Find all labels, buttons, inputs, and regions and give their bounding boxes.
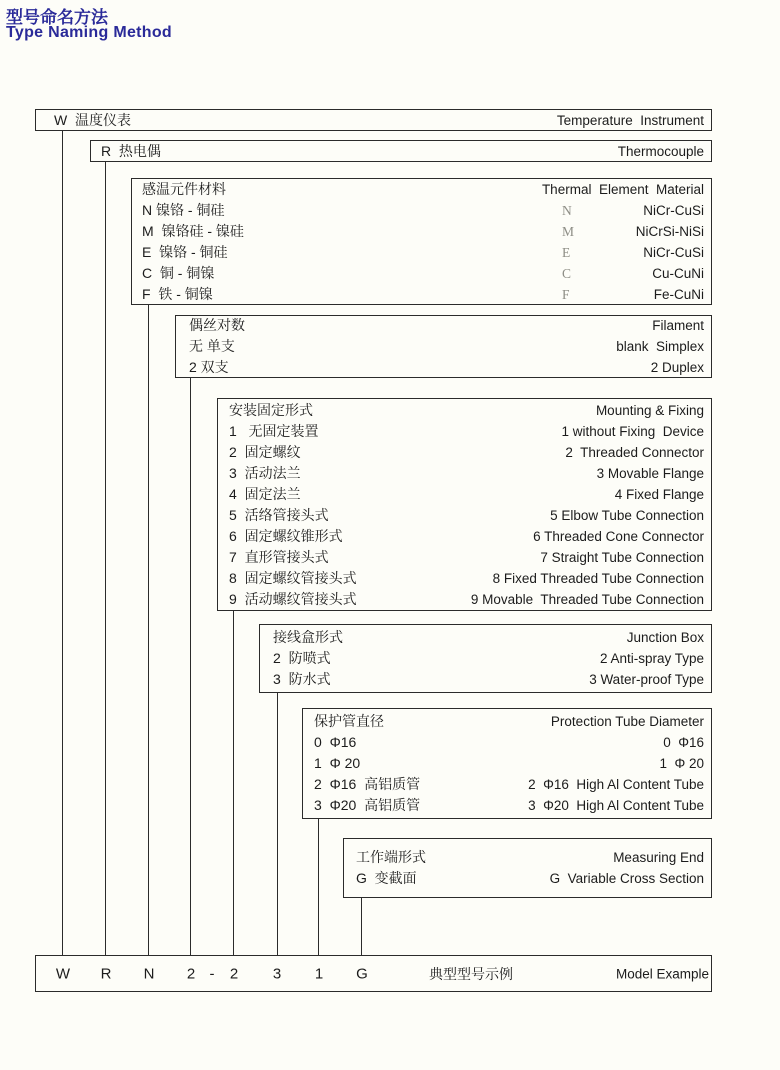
row-label-en: 2 Threaded Connector (565, 444, 704, 460)
code-char-2b: 2 (229, 965, 239, 982)
code-char-n: N (143, 965, 155, 982)
spec-row (189, 315, 711, 336)
row-label-en: 3 Φ20 High Al Content Tube (528, 798, 704, 813)
row-label-en: 2 Φ16 High Al Content Tube (528, 777, 704, 792)
row-label-zh: 偶丝对数 (189, 317, 245, 333)
row-label-zh: 0 Φ16 (314, 734, 357, 750)
spec-row (229, 589, 711, 610)
row-label-en: Thermocouple (617, 143, 704, 159)
row-label-zh: 3 Φ20 高铝质管 (314, 797, 421, 813)
row-label-zh: 2 Φ16 高铝质管 (314, 776, 421, 792)
row-label-zh: 接线盒形式 (273, 629, 343, 645)
box-thermal-element-material (131, 178, 712, 305)
row-label-en: 6 Threaded Cone Connector (533, 528, 704, 544)
row-label-en (562, 201, 704, 221)
connector-line-tube (318, 819, 319, 955)
box-mounting-fixing (217, 398, 712, 611)
row-label-en: Temperature Instrument (556, 112, 704, 128)
spec-row (229, 484, 711, 505)
row-label-en: Thermal Element Material (541, 181, 704, 197)
spec-row (314, 774, 711, 795)
row-label-zh: 7 直形管接头式 (229, 548, 329, 565)
box-temperature-instrument (35, 109, 712, 131)
code-char-2a: 2 (186, 965, 196, 982)
row-label-zh: E 镍铬 - 铜硅 (142, 243, 228, 260)
row-label-zh: N 镍铬 - 铜硅 (142, 201, 225, 218)
row-label-zh: 5 活络管接头式 (229, 506, 329, 523)
row-label-zh: 1 无固定装置 (229, 422, 319, 439)
row-label-en: 3 Water-proof Type (589, 672, 704, 687)
row-label-en: 8 Fixed Threaded Tube Connection (492, 570, 704, 586)
spec-row (229, 547, 711, 568)
row-label-zh: 2 固定螺纹 (229, 443, 301, 460)
box-filament (175, 315, 712, 378)
box-model-example (35, 955, 712, 992)
row-label-en (562, 243, 704, 263)
material-code: F (562, 286, 570, 302)
spec-row (142, 179, 711, 200)
spec-row (189, 336, 711, 357)
page-title-en: Type Naming Method (6, 24, 172, 41)
row-label-zh: 9 活动螺纹管接头式 (229, 590, 357, 607)
material-code: N (562, 202, 572, 218)
spec-row (229, 400, 711, 421)
row-label-zh: 6 固定螺纹锥形式 (229, 527, 343, 544)
connector-line-r (105, 162, 106, 955)
row-label-zh: 无 单支 (189, 338, 235, 354)
spec-row (229, 463, 711, 484)
row-label-zh: 感温元件材料 (142, 180, 226, 197)
spec-row (142, 284, 711, 305)
spec-row (314, 753, 711, 774)
row-label-zh: C 铜 - 铜镍 (142, 264, 215, 281)
row-label-en: 2 Anti-spray Type (599, 651, 704, 666)
row-label-en: 2 Duplex (650, 360, 704, 375)
code-char-1: 1 (314, 965, 324, 982)
row-label-zh: 3 活动法兰 (229, 464, 301, 481)
row-label-zh: R 热电偶 (101, 142, 161, 159)
material-name: NiCrSi-NiSi (635, 223, 704, 239)
material-name: Cu-CuNi (652, 265, 704, 281)
row-label-en (562, 264, 704, 284)
row-label-en: 3 Movable Flange (596, 465, 704, 481)
spec-row (54, 110, 711, 131)
row-label-en (562, 285, 704, 305)
code-char-3: 3 (272, 965, 282, 982)
row-label-en: 5 Elbow Tube Connection (550, 507, 704, 523)
spec-row (142, 263, 711, 284)
row-label-en: 1 Φ 20 (659, 756, 704, 771)
spec-row (273, 669, 711, 690)
spec-row (314, 795, 711, 816)
material-code: M (562, 223, 575, 239)
row-label-en: 1 without Fixing Device (561, 423, 704, 439)
spec-row (101, 141, 711, 162)
box-protection-tube-diameter (302, 708, 712, 819)
material-name: NiCr-CuSi (643, 244, 704, 260)
row-label-zh: M 镍铬硅 - 镍硅 (142, 222, 244, 239)
row-label-zh: 2 双支 (189, 359, 229, 375)
row-label-zh: F 铁 - 铜镍 (142, 285, 213, 302)
spec-row (229, 442, 711, 463)
connector-line-mounting (233, 611, 234, 955)
row-label-zh: 8 固定螺纹管接头式 (229, 569, 357, 586)
row-label-zh: 4 固定法兰 (229, 485, 301, 502)
row-label-en: G Variable Cross Section (549, 871, 704, 886)
row-label-en (562, 222, 704, 242)
code-char-g: G (356, 965, 368, 982)
material-code: C (562, 265, 572, 281)
box-measuring-end (343, 838, 712, 898)
row-label-en: 7 Straight Tube Connection (540, 549, 704, 565)
spec-row (314, 732, 711, 753)
spec-row (142, 221, 711, 242)
row-label-zh: 2 防喷式 (273, 650, 331, 666)
connector-line-junction (277, 693, 278, 955)
row-label-zh: 工作端形式 (356, 849, 426, 865)
spec-row (356, 847, 711, 868)
row-label-zh: 1 Φ 20 (314, 755, 361, 771)
spec-row (142, 200, 711, 221)
model-example-label-zh: 典型型号示例 (429, 965, 513, 982)
row-label-zh: 保护管直径 (314, 713, 384, 729)
row-label-en: blank Simplex (616, 339, 704, 354)
row-label-en: Mounting & Fixing (595, 402, 704, 418)
spec-row (314, 711, 711, 732)
material-name: NiCr-CuSi (643, 202, 704, 218)
code-char-dash: - (209, 965, 215, 982)
connector-line-element (148, 305, 149, 955)
material-code: E (562, 244, 571, 260)
row-label-en: Junction Box (626, 630, 704, 645)
spec-row (229, 526, 711, 547)
spec-row (229, 505, 711, 526)
spec-row (229, 568, 711, 589)
material-name: Fe-CuNi (653, 286, 704, 302)
spec-row (142, 242, 711, 263)
spec-row (356, 868, 711, 889)
model-example-label-en: Model Example (616, 966, 710, 981)
row-label-en: Measuring End (613, 850, 704, 865)
connector-line-w (62, 131, 63, 955)
spec-row (229, 421, 711, 442)
code-char-r: R (100, 965, 112, 982)
row-label-en: 9 Movable Threaded Tube Connection (470, 591, 704, 607)
row-label-en: 4 Fixed Flange (614, 486, 704, 502)
box-thermocouple (90, 140, 712, 162)
row-label-en: Filament (652, 318, 704, 333)
page-title-zh: 型号命名方法 (6, 8, 108, 27)
row-label-en: 0 Φ16 (663, 735, 704, 750)
spec-row (273, 627, 711, 648)
row-label-zh: 3 防水式 (273, 671, 331, 687)
spec-row (273, 648, 711, 669)
row-label-en: Protection Tube Diameter (550, 714, 704, 729)
spec-row (189, 357, 711, 378)
code-char-w: W (55, 965, 71, 982)
connector-line-filament (190, 378, 191, 955)
row-label-zh: W 温度仪表 (54, 111, 131, 128)
row-label-zh: 安装固定形式 (229, 401, 313, 418)
box-junction-box (259, 624, 712, 693)
connector-line-end (361, 898, 362, 955)
row-label-zh: G 变截面 (356, 870, 417, 886)
